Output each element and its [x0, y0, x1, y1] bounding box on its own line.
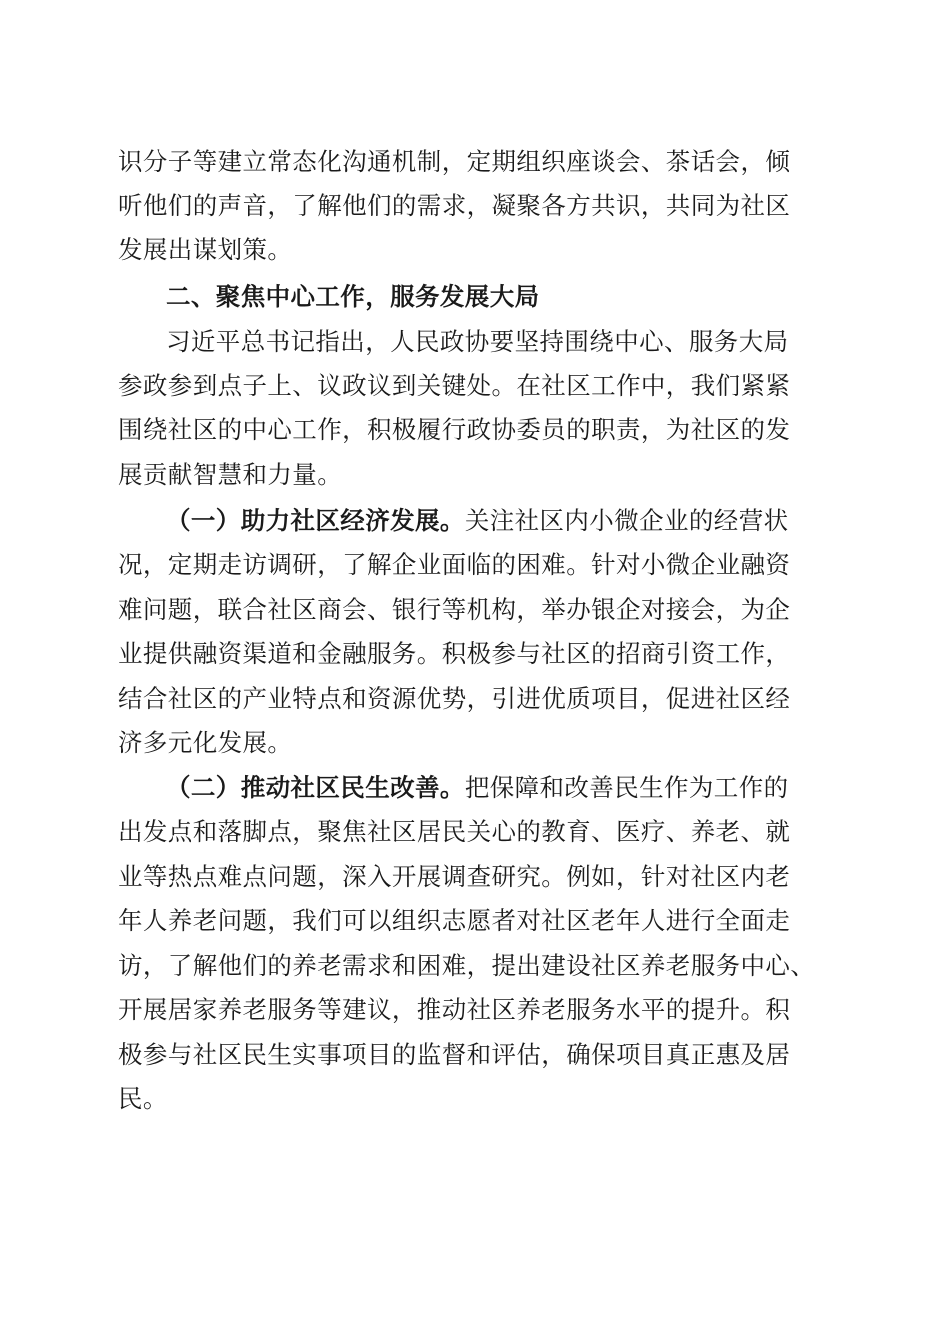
sub-heading: （一）助力社区经济发展。	[166, 506, 465, 535]
paragraph-line: 济多元化发展。	[118, 728, 293, 757]
paragraph-line: 参政参到点子上、议政议到关键处。在社区工作中，我们紧紧	[118, 371, 791, 400]
paragraph-line: 访，了解他们的养老需求和困难，提出建设社区养老服务中心、	[118, 951, 816, 980]
paragraph-line	[166, 499, 876, 543]
paragraph-line: 开展居家养老服务等建议，推动社区养老服务水平的提升。积	[118, 995, 791, 1024]
sub-heading: （二）推动社区民生改善。	[166, 773, 465, 802]
paragraph-line: 识分子等建立常态化沟通机制，定期组织座谈会、茶话会，倾	[118, 147, 791, 176]
paragraph-line: 结合社区的产业特点和资源优势，引进优质项目，促进社区经	[118, 684, 791, 713]
paragraph-line: 展贡献智慧和力量。	[118, 460, 343, 489]
paragraph-line	[166, 766, 876, 810]
paragraph-line: 况，定期走访调研，了解企业面临的困难。针对小微企业融资	[118, 550, 791, 579]
section-heading: 二、聚焦中心工作，服务发展大局	[166, 282, 540, 311]
paragraph-line: 出发点和落脚点，聚焦社区居民关心的教育、医疗、养老、就	[118, 817, 791, 846]
paragraph-line: 年人养老问题，我们可以组织志愿者对社区老年人进行全面走	[118, 906, 791, 935]
paragraph-line: 民。	[118, 1084, 168, 1113]
paragraph-line: 围绕社区的中心工作，积极履行政协委员的职责，为社区的发	[118, 415, 791, 444]
paragraph-line: 业等热点难点问题，深入开展调查研究。例如，针对社区内老	[118, 862, 791, 891]
paragraph-line: 习近平总书记指出，人民政协要坚持围绕中心、服务大局	[166, 327, 789, 356]
paragraph-text: 关注社区内小微企业的经营状	[464, 506, 789, 535]
paragraph-line: 极参与社区民生实事项目的监督和评估，确保项目真正惠及居	[118, 1040, 791, 1069]
paragraph-line: 听他们的声音，了解他们的需求，凝聚各方共识，共同为社区	[118, 191, 791, 220]
paragraph-line: 发展出谋划策。	[118, 235, 293, 264]
paragraph-line: 业提供融资渠道和金融服务。积极参与社区的招商引资工作，	[118, 639, 791, 668]
paragraph-line: 难问题，联合社区商会、银行等机构，举办银企对接会，为企	[118, 595, 791, 624]
paragraph-text: 把保障和改善民生作为工作的	[464, 773, 789, 802]
